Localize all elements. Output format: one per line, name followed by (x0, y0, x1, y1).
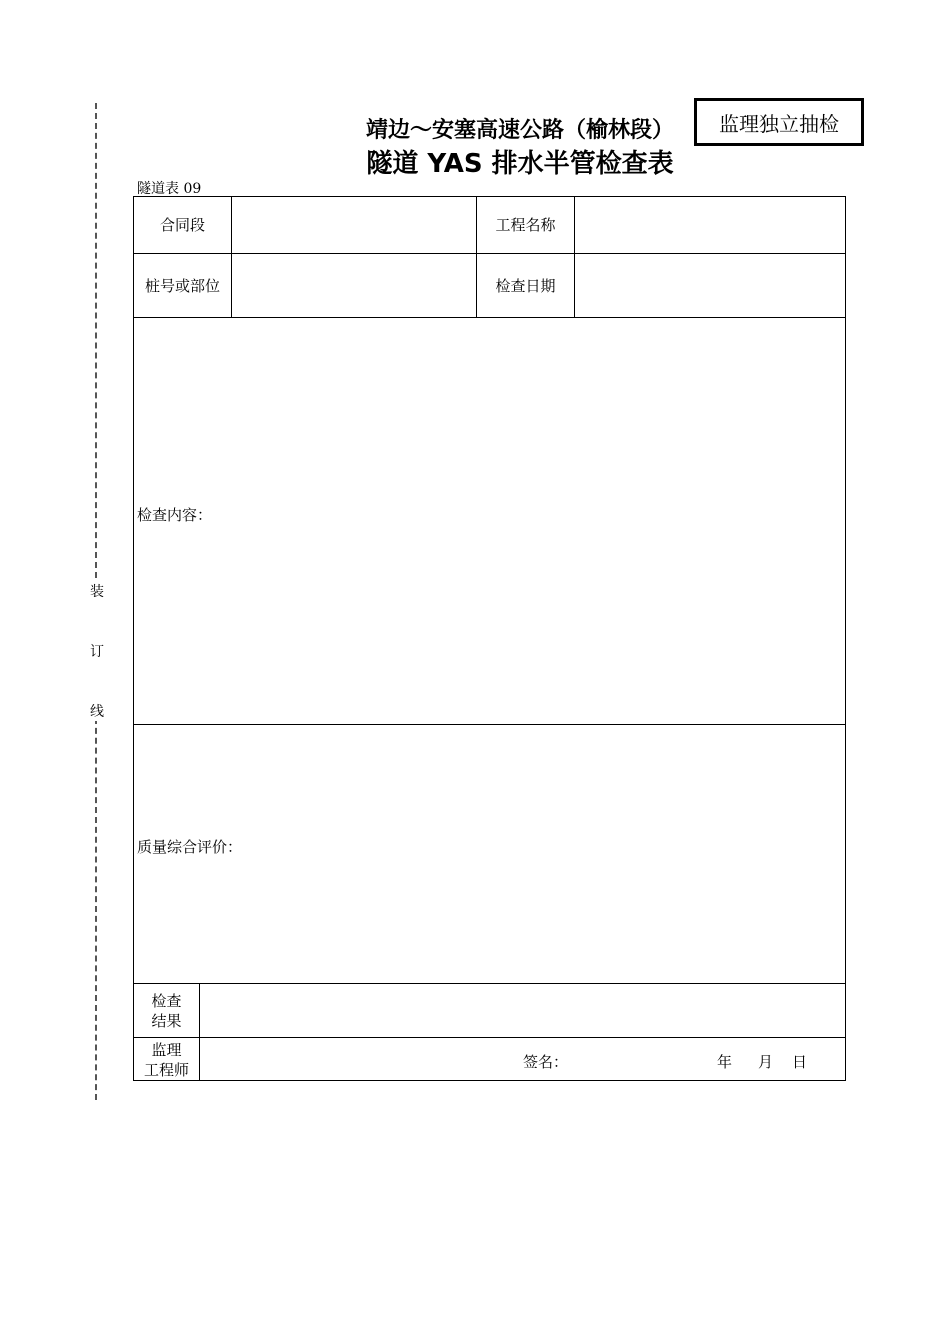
row-divider-2 (133, 317, 846, 318)
station-field[interactable] (232, 254, 476, 317)
supervision-stamp: 监理独立抽检 (694, 98, 864, 146)
contract-section-label: 合同段 (159, 216, 205, 234)
inspection-date-label: 检查日期 (495, 276, 556, 295)
binding-char-3: 线 (88, 701, 106, 721)
project-name-field[interactable] (575, 197, 845, 253)
quality-evaluation-label: 质量综合评价： (137, 838, 243, 856)
binding-line-bottom (95, 718, 97, 1100)
supervising-engineer-label: 监理 工程师 (143, 1040, 189, 1079)
station-label: 桩号或部位 (144, 276, 220, 295)
binding-char-2: 订 (88, 641, 106, 661)
row-divider-3 (133, 724, 846, 725)
form-number: 隧道表 09 (137, 181, 202, 197)
document-title-line1: 靖边～安塞高速公路（榆林段） (365, 118, 674, 143)
contract-section-field[interactable] (232, 197, 476, 253)
month-label: 月 (758, 1053, 774, 1071)
year-label: 年 (717, 1053, 733, 1071)
binding-line-top (95, 103, 97, 578)
project-name-label: 工程名称 (495, 216, 556, 234)
inspection-table (133, 196, 846, 1081)
binding-char-1: 装 (88, 581, 106, 601)
signature-label: 签名： (523, 1053, 569, 1071)
inspection-result-label: 检查 结果 (151, 991, 182, 1030)
row-divider-5 (133, 1037, 846, 1038)
document-title-line2: 隧道 YAS 排水半管检查表 (366, 149, 674, 179)
inspection-content-label: 检查内容： (137, 506, 213, 524)
inspection-date-field[interactable] (575, 254, 845, 317)
day-label: 日 (792, 1053, 808, 1071)
inspection-result-field[interactable] (200, 984, 845, 1037)
